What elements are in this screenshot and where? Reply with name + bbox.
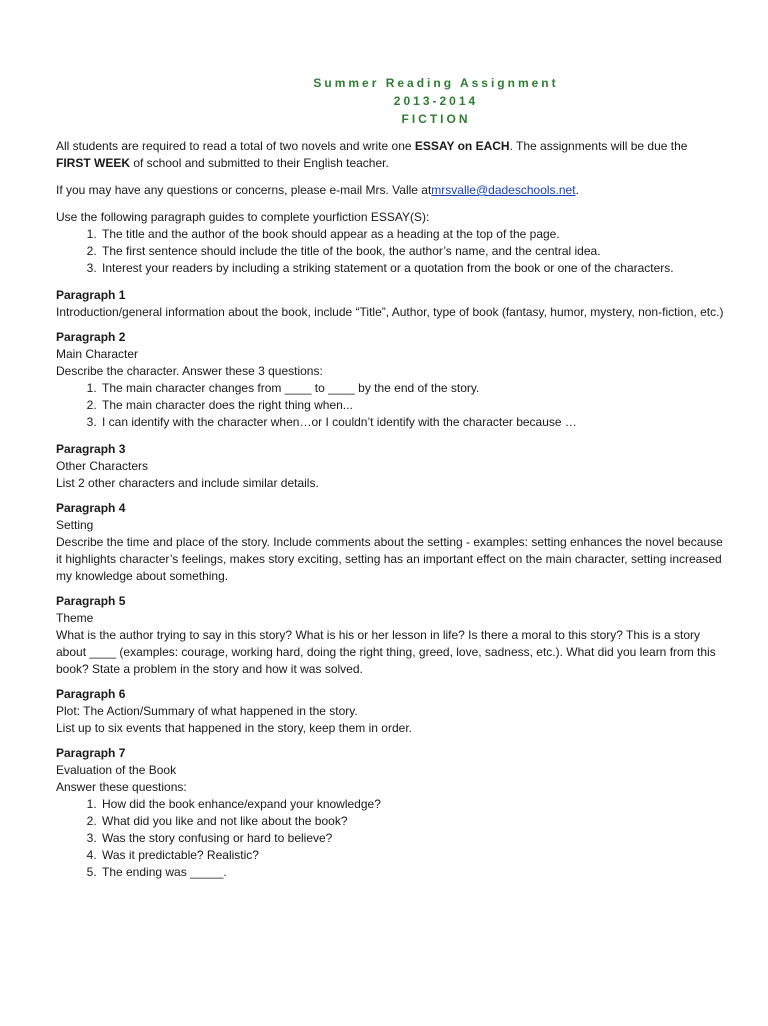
section-title: Paragraph 2	[56, 330, 126, 344]
guides-section	[56, 209, 724, 277]
section-subtitle: Setting	[56, 518, 94, 532]
list-item: 1. The main character changes from ____ to ____ by the end of the story.	[100, 380, 724, 397]
list-item: 3. I can identify with the character when…or I couldn’t identify with the character because …	[100, 414, 724, 431]
list-item: 3. Interest your readers by including a striking statement or a quotation from the book or one of the characters.	[100, 260, 724, 277]
section-subtitle: Theme	[56, 611, 94, 625]
section-body: Answer these questions:	[56, 780, 187, 794]
section-title: Paragraph 5	[56, 594, 126, 608]
section-body: Introduction/general information about the book, include “Title”, Author, type of book (fantasy, humor, mystery, non-fiction, etc.)	[56, 305, 724, 319]
intro-bold-1: ESSAY on EACH	[414, 139, 510, 153]
intro-text-3: of school and submitted to their English teacher.	[130, 156, 389, 170]
intro-bold-2: FIRST WEEK	[56, 156, 130, 170]
list-item: 5. The ending was _____.	[100, 864, 724, 881]
paragraph-3-section	[56, 441, 724, 492]
list-item: 1. How did the book enhance/expand your knowledge?	[100, 796, 724, 813]
section-body: List 2 other characters and include similar details.	[56, 476, 319, 490]
section-subtitle: Other Characters	[56, 459, 149, 473]
header-genre: FICTION	[401, 112, 471, 126]
contact-end: .	[575, 183, 579, 197]
list-item: 2. The main character does the right thing when...	[100, 397, 724, 414]
list-item: 2. What did you like and not like about the book?	[100, 813, 724, 830]
paragraph-4-section	[56, 500, 724, 585]
list-item: 1. The title and the author of the book should appear as a heading at the top of the page.	[100, 226, 724, 243]
section-body: Describe the character. Answer these 3 questions:	[56, 364, 323, 378]
question-list	[56, 796, 724, 881]
intro-text-1: All students are required to read a total of two novels and write one	[56, 139, 415, 153]
contact-paragraph	[56, 182, 724, 199]
paragraph-1-section	[56, 287, 724, 321]
document-header	[148, 74, 724, 128]
list-item: 3. Was the story confusing or hard to believe?	[100, 830, 724, 847]
guides-intro: Use the following paragraph guides to complete yourfiction ESSAY(S):	[56, 210, 430, 224]
section-subtitle: Plot: The Action/Summary of what happened in the story.	[56, 704, 358, 718]
section-body: Describe the time and place of the story. Include comments about the setting - examples: setting enhances the novel because it highlights character’s feelings, makes story exciting, setting has an important effect on the main character, setting increased my knowledge about something.	[56, 535, 723, 583]
contact-text: If you may have any questions or concerns, please e-mail Mrs. Valle at	[56, 183, 432, 197]
paragraph-7-section	[56, 745, 724, 881]
paragraph-2-section	[56, 329, 724, 431]
list-item: 2. The first sentence should include the title of the book, the author’s name, and the central idea.	[100, 243, 724, 260]
header-title: Summer Reading Assignment	[313, 76, 559, 90]
section-title: Paragraph 3	[56, 442, 126, 456]
section-title: Paragraph 7	[56, 746, 126, 760]
section-body: List up to six events that happened in the story, keep them in order.	[56, 721, 412, 735]
email-link[interactable]: mrsvalle@dadeschools.net	[431, 183, 576, 197]
header-year: 2013-2014	[393, 94, 479, 108]
section-subtitle: Evaluation of the Book	[56, 763, 177, 777]
section-title: Paragraph 1	[56, 288, 126, 302]
guides-list	[56, 226, 724, 277]
section-title: Paragraph 6	[56, 687, 126, 701]
list-item: 4. Was it predictable? Realistic?	[100, 847, 724, 864]
paragraph-6-section	[56, 686, 724, 737]
section-body: What is the author trying to say in this story? What is his or her lesson in life? Is there a moral to this story? This is a story about ____ (examples: courage, working hard, doing the right thing, greed, love, sadness, etc.). What did you learn from this book? State a problem in the story and how it was solved.	[56, 628, 716, 676]
section-subtitle: Main Character	[56, 347, 139, 361]
question-list	[56, 380, 724, 431]
intro-text-2: . The assignments will be due the	[509, 139, 688, 153]
section-title: Paragraph 4	[56, 501, 126, 515]
paragraph-5-section	[56, 593, 724, 678]
intro-paragraph	[56, 138, 724, 172]
document-page	[56, 74, 724, 891]
